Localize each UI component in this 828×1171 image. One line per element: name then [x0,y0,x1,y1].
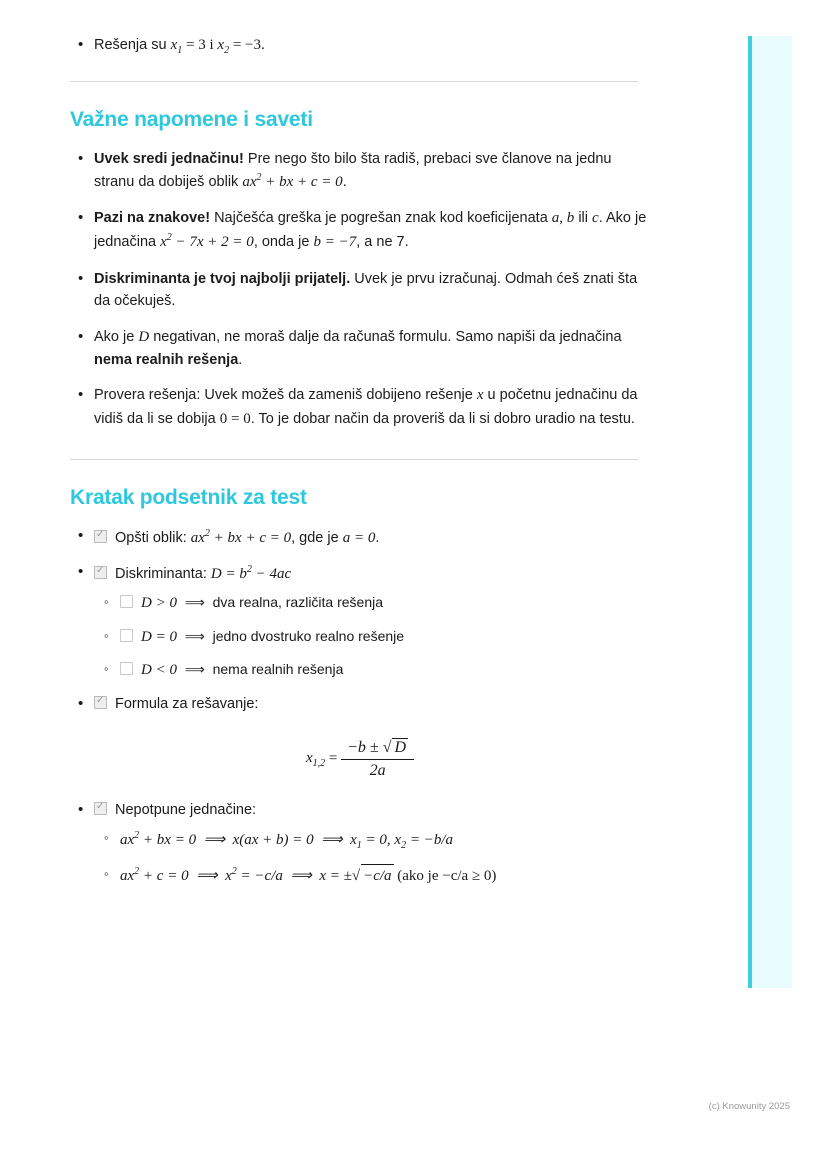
math-c: c [592,210,599,227]
list-item [70,526,650,550]
check-text-4: Nepotpune jednačine: [115,801,257,818]
list-item [70,800,650,888]
arrow-icon: ⟹ [184,594,205,611]
tip-text-4c: . [238,351,243,368]
checkbox-icon[interactable] [94,530,107,543]
list-item [94,828,650,853]
tip-bold-2: Pazi na znakove! [94,210,211,227]
math-zero-eq: 0 = 0 [219,410,251,427]
quadratic-formula [70,738,650,780]
math-x: x [476,387,484,404]
math-general-form-2: $ax^2$ + bx + c = 0 [190,527,292,546]
checkbox-icon[interactable] [120,662,133,675]
math-ab: a, b [551,210,575,227]
math-eq2: = −3. [229,37,265,53]
math-eq1: = 3 i [182,37,218,53]
checkbox-icon[interactable] [94,696,107,709]
list-item [94,659,650,682]
checkbox-icon[interactable] [120,629,133,642]
tip-text-5b: u početnu jednačinu da vidiš da li se dobija [94,387,638,427]
discriminant-cases [94,592,650,682]
case-text-3: nema realnih rešenja [212,661,344,678]
check-text-3: Formula za rešavanje: [115,695,259,712]
napomene-list [70,148,650,431]
math-x1: $x_1$ [170,37,183,56]
check-text-2a: Diskriminanta: [115,565,211,582]
math-case-2: D = 0 [141,628,177,645]
math-general-form: $ax^2$ + bx + c = 0 [242,171,343,190]
formula-numerator: −b ± √ D [341,738,414,760]
checkbox-icon[interactable] [94,802,107,815]
tip-bold-1: Uvek sredi jednačinu! [94,150,244,167]
list-item [94,864,650,888]
list-item [94,592,650,615]
checkbox-icon[interactable] [94,566,107,579]
tip-text-3: Uvek je prvu izračunaj. Odmah ćeš znati šta da očekuješ. [94,270,638,310]
formula-equals: = [325,750,342,767]
math-D: D [138,328,150,345]
list-item [70,268,650,313]
math-x2: $x_2$ [217,37,230,56]
footer-copyright: (c) Knowunity 2025 [708,1101,790,1112]
case-text-2: jedno dvostruko realno rešenje [212,627,405,644]
top-bullet-prefix: Rešenja su [94,37,171,53]
math-a-cond: a = 0 [342,529,376,546]
tip-text-1b: . [342,173,347,190]
check-text-1b: , gde je [291,529,343,546]
document-content [70,34,650,900]
list-item [70,326,650,372]
tip-text-1: Pre nego što bilo šta radiš, prebaci sve članove na jednu stranu da dobiješ oblik [94,150,612,190]
tip-bold-4: nema realnih rešenja [94,351,239,368]
tip-text-4b: negativan, ne moraš dalje da računaš formulu. Samo napiši da jednačina [149,328,622,345]
tip-text-2c: . Ako je jednačina [94,210,647,251]
list-item [70,207,650,255]
list-item [70,694,650,716]
list-item [70,384,650,431]
incomplete-equations [94,828,650,888]
tip-text-2b: ili [574,210,593,227]
list-item [70,562,650,682]
list-item [94,626,650,649]
checklist-2 [70,800,650,888]
section-title-podsetnik: Kratak podsetnik za test [70,485,307,509]
math-example-eq: $x^2 - 7x + 2 = 0$ [160,232,254,251]
divider-2 [70,459,638,460]
math-incomplete-1: $ax^2$ + bx = 0 ⟹ x(ax + b) = 0 ⟹ $x_1 = 0$, $x_2 = -b/a$ [120,830,453,852]
list-item [70,34,650,59]
divider-1 [70,81,638,82]
tip-text-5c: . To je dobar način da proveriš da li si dobro uradio na testu. [250,410,635,427]
list-item [70,148,650,195]
formula-denominator: 2a [369,761,386,779]
arrow-icon: ⟹ [184,661,205,678]
math-case-3: D < 0 [141,662,177,679]
check-text-1c: . [375,529,380,546]
incomplete-note: (ako je −c/a ≥ 0) [393,868,497,885]
checklist [70,526,650,716]
checkbox-icon[interactable] [120,595,133,608]
check-text-1a: Opšti oblik: [115,529,191,546]
arrow-icon: ⟹ [184,627,205,644]
math-case-1: D > 0 [141,595,177,612]
top-bullet-list [70,34,650,59]
tip-text-4a: Ako je [94,328,139,345]
section-title-napomene: Važne napomene i saveti [70,107,313,131]
accent-fill-panel [752,36,792,988]
tip-text-5a: Provera rešenja: Uvek možeš da zameniš dobijeno rešenje [94,387,477,404]
tip-text-2a: Najčešća greška je pogrešan znak kod koeficijenata [210,210,552,227]
math-b-value: b = −7 [313,234,357,251]
formula-lhs: $x_{1,2}$ [305,750,326,770]
math-discriminant: $D = b^2 - 4ac$ [210,563,292,582]
case-text-1: dva realna, različita rešenja [212,594,384,611]
math-incomplete-2: $ax^2 + c = 0$ ⟹ $x^2 = -c/a$ ⟹ x = ±√ −c/a [120,868,394,884]
tip-bold-3: Diskriminanta je tvoj najbolji prijatelj. [94,270,351,287]
tip-text-2e: , a ne 7. [356,234,409,251]
tip-text-2d: , onda je [253,234,314,251]
formula-fraction [341,738,414,780]
